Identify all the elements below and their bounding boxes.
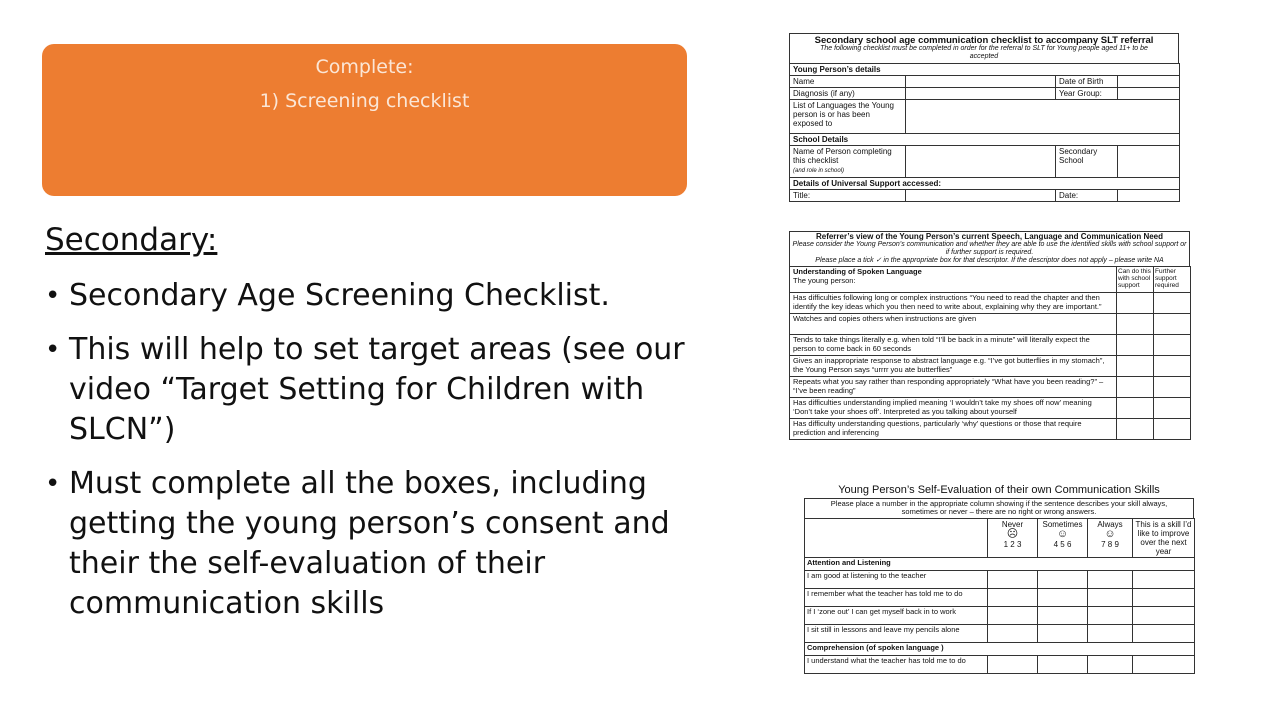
tick-cell <box>1117 377 1154 398</box>
tick-cell <box>1154 398 1191 419</box>
form3-always-label: Always <box>1097 519 1123 529</box>
form1-languages-label: List of Languages the Young person is or has been exposed to <box>790 100 906 134</box>
form1-title-label: Title: <box>790 190 906 202</box>
table-row <box>790 398 1191 419</box>
answer-cell <box>988 588 1038 606</box>
tick-cell <box>1154 335 1191 356</box>
form2-col-school-support: Can do this with school support <box>1117 267 1154 293</box>
banner-line-2: 1) Screening checklist <box>259 90 470 112</box>
form3-row-text: I understand what the teacher has told me to do <box>805 655 988 673</box>
table-row <box>790 377 1191 398</box>
section-heading: Secondary: <box>45 222 218 258</box>
form2-section: Understanding of Spoken Language <box>793 267 922 276</box>
form1-name-field <box>906 76 1056 88</box>
form2-table <box>789 266 1191 440</box>
form1-dob-label: Date of Birth <box>1056 76 1118 88</box>
tick-cell <box>1154 377 1191 398</box>
form2-row-text: Gives an inappropriate response to abstract language e.g. “I’ve got butterflies in my stomach”, the Young Person says “urrrr you ate butterflies” <box>790 356 1117 377</box>
form3-row-text: I am good at listening to the teacher <box>805 570 988 588</box>
form3-header-blank <box>805 518 988 557</box>
form2-instruction: Please consider the Young Person’s communication and whether they are able to use the identified skills with school support or if further support is required. <box>792 241 1187 256</box>
complete-banner <box>42 44 687 196</box>
form3-never-nums: 1 2 3 <box>1003 539 1022 549</box>
form1-date-label: Date: <box>1056 190 1118 202</box>
form1-section-school: School Details <box>790 134 1180 146</box>
form2-row-text: Watches and copies others when instructions are given <box>790 314 1117 335</box>
referrer-view-form <box>789 231 1190 440</box>
form1-date-field <box>1118 190 1180 202</box>
referral-checklist-form <box>789 33 1179 202</box>
tick-cell <box>1154 356 1191 377</box>
form1-dob-field <box>1118 76 1180 88</box>
answer-cell <box>1133 588 1195 606</box>
form3-instruction: Please place a number in the appropriate column showing if the sentence describes your skill always, sometimes or never – there are no right or wrong answers. <box>804 498 1194 518</box>
table-row <box>790 419 1191 440</box>
answer-cell <box>1038 655 1088 673</box>
form3-title: Young Person’s Self-Evaluation of their own Communication Skills <box>838 484 1160 496</box>
form3-row-text: If I ‘zone out’ I can get myself back in to work <box>805 606 988 624</box>
table-row <box>790 293 1191 314</box>
form1-title: Secondary school age communication checklist to accompany SLT referral <box>814 35 1154 46</box>
answer-cell <box>1088 606 1133 624</box>
tick-cell <box>1154 419 1191 440</box>
tick-cell <box>1117 356 1154 377</box>
answer-cell <box>988 570 1038 588</box>
banner-line-1: Complete: <box>315 56 414 78</box>
form3-never-label: Never <box>1001 519 1024 529</box>
form2-row-text: Repeats what you say rather than responding appropriately “What have you been reading?” – “I’ve been reading” <box>790 377 1117 398</box>
table-row <box>805 606 1195 624</box>
form3-row-text: I sit still in lessons and leave my pencils alone <box>805 624 988 642</box>
answer-cell <box>1088 588 1133 606</box>
form1-completer-field <box>906 146 1056 178</box>
form2-section-sub: The young person: <box>793 275 856 285</box>
bullet-item: • This will help to set target areas (see our video “Target Setting for Children with SLCN”) <box>45 330 685 450</box>
bullet-list <box>45 276 685 638</box>
form3-sometimes-label: Sometimes <box>1042 519 1083 529</box>
form2-header <box>789 231 1190 266</box>
happy-face-icon: ☺ <box>1104 527 1116 540</box>
form3-table <box>804 518 1195 674</box>
form3-sometimes-nums: 4 5 6 <box>1053 539 1072 549</box>
form2-row-text: Has difficulties following long or complex instructions “You need to read the chapter and then identify the key ideas which you then need to write about, explaining why they are important.” <box>790 293 1117 314</box>
form1-name-label: Name <box>790 76 906 88</box>
tick-cell <box>1117 398 1154 419</box>
tick-cell <box>1154 293 1191 314</box>
form3-section-comprehension: Comprehension (of spoken language ) <box>805 642 1195 655</box>
form2-tick-note: Please place a tick ✓ in the appropriate box for that descriptor. If the descriptor does not apply – please write NA <box>815 257 1164 264</box>
form2-heading: Referrer’s view of the Young Person’s current Speech, Language and Communication Need <box>815 232 1164 241</box>
form3-sometimes-col <box>1038 518 1088 557</box>
tick-cell <box>1154 314 1191 335</box>
answer-cell <box>1133 570 1195 588</box>
answer-cell <box>988 624 1038 642</box>
tick-cell <box>1117 293 1154 314</box>
form1-subtitle: The following checklist must be completed in order for the referral to SLT for Young people aged 11+ to be accepted <box>820 45 1148 60</box>
answer-cell <box>1088 655 1133 673</box>
answer-cell <box>1038 606 1088 624</box>
answer-cell <box>1133 624 1195 642</box>
answer-cell <box>1038 570 1088 588</box>
form1-header <box>789 33 1179 63</box>
form1-section-young-person: Young Person’s details <box>790 64 1180 76</box>
form1-school-label: Secondary School <box>1056 146 1118 178</box>
form1-diagnosis-label: Diagnosis (if any) <box>790 88 906 100</box>
form2-row-text: Tends to take things literally e.g. when told “I’ll be back in a minute” will literally expect the person to come back in 60 seconds <box>790 335 1117 356</box>
form1-year-group-field <box>1118 88 1180 100</box>
form3-section-attention: Attention and Listening <box>805 557 1195 570</box>
form3-row-text: I remember what the teacher has told me to do <box>805 588 988 606</box>
bullet-item: • Must complete all the boxes, including getting the young person’s consent and their the self-evaluation of their communication skills <box>45 464 685 624</box>
form1-diagnosis-field <box>906 88 1056 100</box>
form3-improve-col: This is a skill I’d like to improve over the next year <box>1133 518 1195 557</box>
form2-col-further-support: Further support required <box>1154 267 1191 293</box>
form3-always-col <box>1088 518 1133 557</box>
tick-cell <box>1117 419 1154 440</box>
form3-always-nums: 7 8 9 <box>1101 539 1119 549</box>
form1-completer-note: (and role in school) <box>793 168 845 174</box>
form1-languages-field <box>906 100 1180 134</box>
answer-cell <box>1133 606 1195 624</box>
answer-cell <box>1088 624 1133 642</box>
tick-cell <box>1117 314 1154 335</box>
form1-universal-support: Details of Universal Support accessed: <box>790 178 1180 190</box>
table-row <box>790 335 1191 356</box>
form3-never-col <box>988 518 1038 557</box>
table-row <box>790 314 1191 335</box>
form1-completer-cell <box>790 146 906 178</box>
table-row <box>805 570 1195 588</box>
answer-cell <box>988 606 1038 624</box>
answer-cell <box>1133 655 1195 673</box>
form2-row-text: Has difficulty understanding questions, particularly ‘why’ questions or those that require prediction and inferencing <box>790 419 1117 440</box>
form1-title-field <box>906 190 1056 202</box>
self-evaluation-form <box>804 486 1194 674</box>
table-row <box>805 624 1195 642</box>
tick-cell <box>1117 335 1154 356</box>
form1-year-group-label: Year Group: <box>1056 88 1118 100</box>
form1-completer-label: Name of Person completing this checklist <box>793 147 892 165</box>
form1-school-field <box>1118 146 1180 178</box>
bullet-item: • Secondary Age Screening Checklist. <box>45 276 685 316</box>
answer-cell <box>988 655 1038 673</box>
form1-table <box>789 63 1180 202</box>
table-row <box>805 655 1195 673</box>
table-row <box>790 356 1191 377</box>
sad-face-icon: ☹ <box>1006 527 1019 540</box>
answer-cell <box>1038 588 1088 606</box>
form2-section-cell <box>790 267 1117 293</box>
neutral-face-icon: ☺ <box>1056 527 1069 540</box>
answer-cell <box>1088 570 1133 588</box>
form2-row-text: Has difficulties understanding implied meaning ‘I wouldn’t take my shoes off now’ meaning ‘Don’t take your shoes off’. Interpreted as you talking about yourself <box>790 398 1117 419</box>
table-row <box>805 588 1195 606</box>
answer-cell <box>1038 624 1088 642</box>
